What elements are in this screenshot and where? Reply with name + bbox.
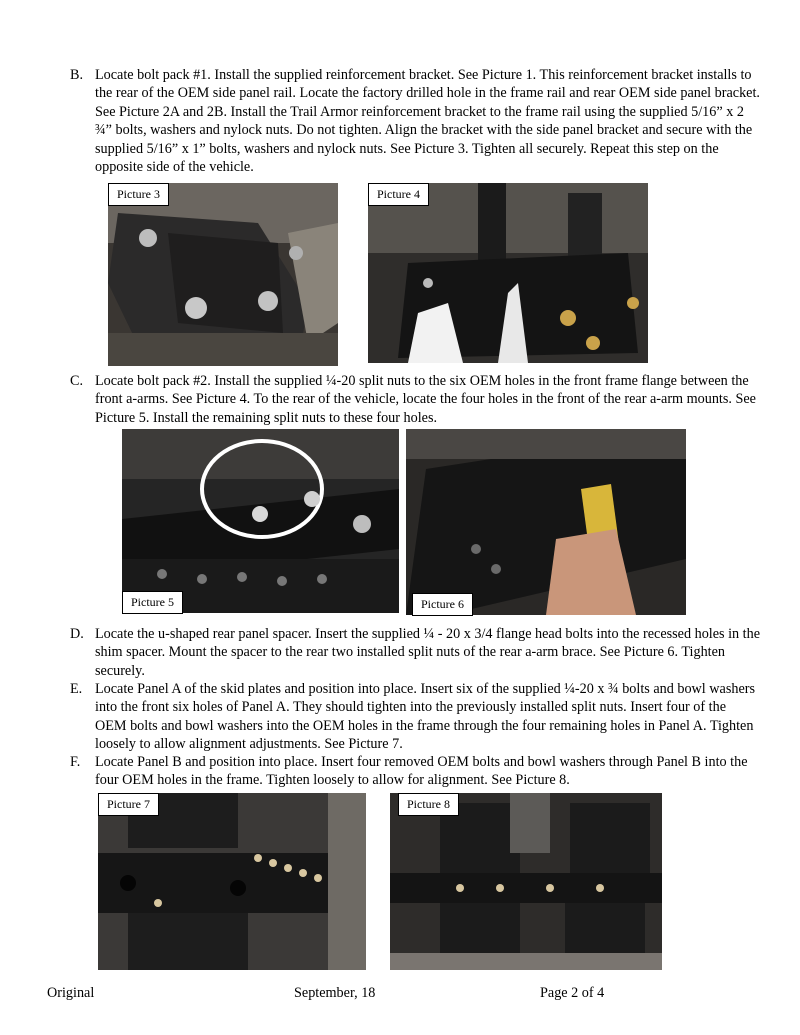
picture-8-caption: Picture 8 xyxy=(398,793,459,816)
step-f xyxy=(70,753,760,790)
step-e xyxy=(70,680,760,754)
step-letter: B. xyxy=(70,67,84,83)
photo-picture-6 xyxy=(406,429,686,615)
photo-picture-5 xyxy=(122,429,399,613)
step-letter: F. xyxy=(70,754,81,770)
step-letter: E. xyxy=(70,681,83,697)
picture-6-caption: Picture 6 xyxy=(412,593,473,616)
step-letter: C. xyxy=(70,373,84,389)
photo-picture-8 xyxy=(390,793,662,970)
step-letter: D. xyxy=(70,626,84,642)
picture-5-caption: Picture 5 xyxy=(122,591,183,614)
picture-7-caption: Picture 7 xyxy=(98,793,159,816)
step-c xyxy=(70,372,760,427)
step-text: Locate bolt pack #2. Install the supplied ¼-20 split nuts to the six OEM holes in the front frame flange between the front a-arms. See Picture 4. To the rear of the vehicle, locate the four holes in the front of the rear a-arm mounts. See Picture 5. Install the remaining split nuts to these four holes. xyxy=(95,373,756,426)
photo-picture-7 xyxy=(98,793,366,970)
step-text: Locate Panel A of the skid plates and position into place. Insert six of the supplied ¼-20 x ¾ bolts and bowl washers into the front six holes of Panel A. They should tighten into the previously installed split nuts. Insert four of the OEM bolts and bowl washers into the OEM holes in the frame through the four remaining holes in Panel A. Tighten loosely to allow alignment adjustments. See Picture 7. xyxy=(95,681,755,753)
footer-left: Original xyxy=(47,985,95,1001)
picture-4-caption: Picture 4 xyxy=(368,183,429,206)
photo-picture-3 xyxy=(108,183,338,366)
photo-picture-4 xyxy=(368,183,648,363)
step-b xyxy=(70,66,760,176)
step-text: Locate bolt pack #1. Install the supplied reinforcement bracket. See Picture 1. This reinforcement bracket installs to the rear of the OEM side panel rail. Locate the factory drilled hole in the frame rail and rear OEM side panel bracket. See Picture 2A and 2B. Install the Trail Armor reinforcement bracket to the frame rail using the supplied 5/16” x 2 ¾” bolts, washers and nylock nuts. Do not tighten. Align the bracket with the side panel bracket and secure with the supplied 5/16” x 1” bolts, washers and nylock nuts. See Picture 3. Tighten all securely. Repeat this step on the opposite side of the vehicle. xyxy=(95,67,760,176)
step-text: Locate the u-shaped rear panel spacer. Insert the supplied ¼ - 20 x 3/4 flange head bolts into the recessed holes in the shim spacer. Mount the spacer to the rear two installed split nuts of the rear a-arm brace. See Picture 6. Tighten securely. xyxy=(95,626,761,679)
page-number: Page 2 of 4 xyxy=(540,985,605,1001)
step-text: Locate Panel B and position into place. Insert four removed OEM bolts and bowl washers through Panel B into the four OEM holes in the frame. Tighten loosely to allow for alignment. See Picture 8. xyxy=(95,754,748,789)
footer-date: September, 18 xyxy=(294,985,376,1001)
step-d xyxy=(70,625,760,680)
picture-3-caption: Picture 3 xyxy=(108,183,169,206)
